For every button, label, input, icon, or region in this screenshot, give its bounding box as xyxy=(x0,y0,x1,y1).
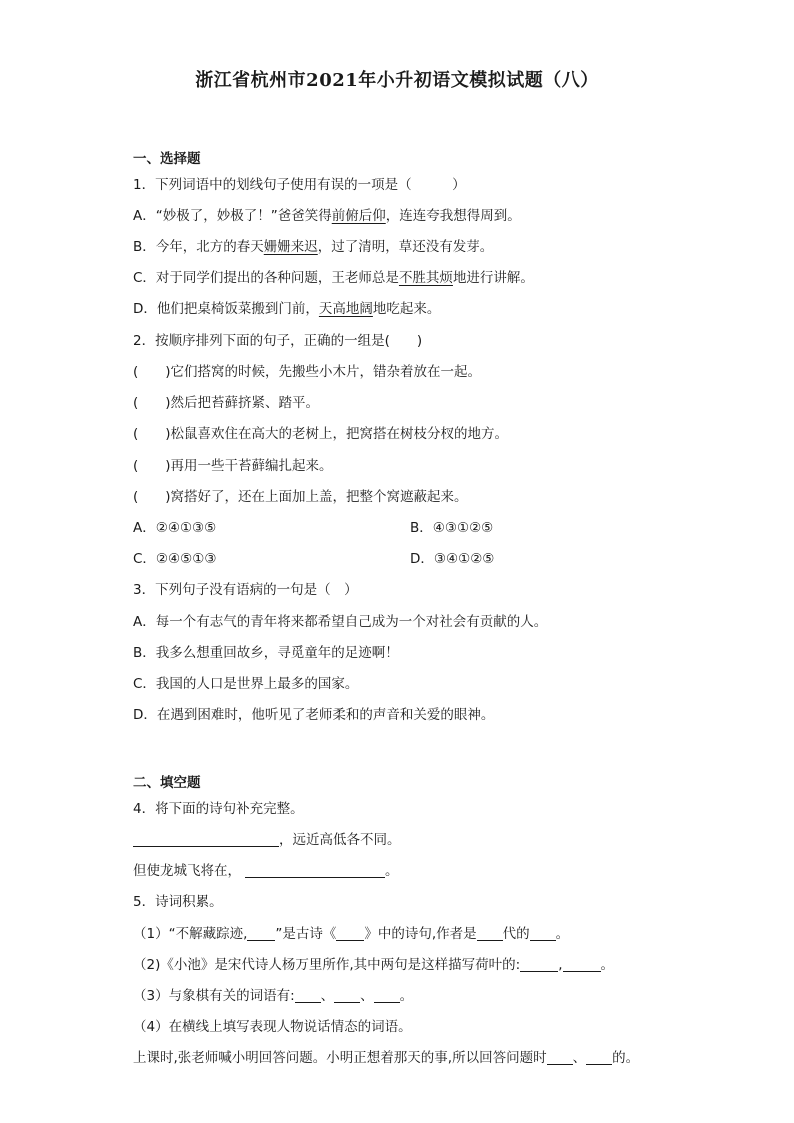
q2-option-c: C．②④⑤①③ xyxy=(133,551,217,567)
q1-a-pre: A．“妙极了，妙极了！”爸爸笑得 xyxy=(133,208,332,224)
q4-l2-pre: 但使龙城飞将在， xyxy=(133,863,241,879)
q4-l2-post: 。 xyxy=(385,863,399,879)
q4-line-2 xyxy=(133,859,399,879)
q5-p3-end: 。 xyxy=(399,988,414,1004)
q5-p3-blank-1[interactable] xyxy=(295,988,321,1003)
q5-p3-sep-2: 、 xyxy=(360,988,374,1004)
q1-option-d xyxy=(133,297,440,317)
q5-p3-a: （3）与象棋有关的词语有: xyxy=(133,988,295,1004)
q1-a-post: ，连连夸我想得周到。 xyxy=(385,208,521,224)
q1-c-pre: C．对于同学们提出的各种问题，王老师总是 xyxy=(133,270,399,286)
q1-option-c xyxy=(133,266,534,286)
q5-part-2 xyxy=(133,953,614,973)
q1-stem: 1．下列词语中的划线句子使用有误的一项是（ ） xyxy=(133,177,466,193)
q2-sentence-1: ( )它们搭窝的时候，先搬些小木片，错杂着放在一起。 xyxy=(133,364,482,380)
q5-part-4: （4）在横线上填写表现人物说话情态的词语。 xyxy=(133,1019,412,1035)
q5-p5-blank-1[interactable] xyxy=(547,1050,573,1065)
q1-d-pre: D．他们把桌椅饭菜搬到门前， xyxy=(133,301,319,317)
q1-b-post: ，过了清明，草还没有发芽。 xyxy=(317,239,494,255)
q1-b-underline: 姗姗来迟 xyxy=(263,239,318,255)
q5-p2-c: 。 xyxy=(600,957,614,973)
q5-p1-d: 代的 xyxy=(502,926,530,942)
q5-part-5 xyxy=(133,1046,639,1066)
q5-part-1 xyxy=(133,922,569,942)
q5-p1-blank-2[interactable] xyxy=(336,926,364,941)
q5-p2-a: （2)《小池》是宋代诗人杨万里所作,其中两句是这样描写荷叶的: xyxy=(133,957,521,973)
q4-blank-1[interactable] xyxy=(133,832,279,847)
q5-p2-blank-2[interactable] xyxy=(563,957,601,972)
q2-option-a: A．②④①③⑤ xyxy=(133,520,217,536)
q5-part-3 xyxy=(133,984,413,1004)
q3-option-b: B．我多么想重回故乡，寻觅童年的足迹啊！ xyxy=(133,645,399,661)
q5-p1-blank-3[interactable] xyxy=(477,926,503,941)
q5-p5-sep: 、 xyxy=(572,1050,587,1066)
q2-stem: 2．按顺序排列下面的句子，正确的一组是( ) xyxy=(133,333,423,349)
q4-line-1 xyxy=(133,828,401,848)
q2-option-b: B．④③①②⑤ xyxy=(410,520,494,536)
q1-b-pre: B．今年，北方的春天 xyxy=(133,239,264,255)
q1-c-underline: 不胜其烦 xyxy=(398,270,453,286)
q5-p2-b: , xyxy=(558,957,563,973)
q5-p5-a: 上课时,张老师喊小明回答问题。小明正想着那天的事,所以回答问题时 xyxy=(133,1050,547,1066)
q1-a-underline: 前俯后仰 xyxy=(331,208,386,224)
q4-stem: 4．将下面的诗句补充完整。 xyxy=(133,801,304,817)
q5-p1-e: 。 xyxy=(555,926,570,942)
q2-sentence-5: ( )窝搭好了，还在上面加上盖，把整个窝遮蔽起来。 xyxy=(133,489,468,505)
q5-p1-b: ”是古诗《 xyxy=(275,926,337,942)
q1-c-post: 地进行讲解。 xyxy=(452,270,534,286)
q5-stem: 5．诗词积累。 xyxy=(133,894,223,910)
q3-stem: 3．下列句子没有语病的一句是（ ） xyxy=(133,582,358,598)
q1-option-b xyxy=(133,235,493,255)
q5-p1-blank-1[interactable] xyxy=(247,926,275,941)
q4-blank-2[interactable] xyxy=(245,863,385,878)
q5-p5-blank-2[interactable] xyxy=(586,1050,612,1065)
q5-p3-blank-2[interactable] xyxy=(334,988,360,1003)
q5-p1-a: （1）“不解藏踪迹, xyxy=(133,926,248,942)
q1-option-a xyxy=(133,204,521,224)
q3-option-a: A．每一个有志气的青年将来都希望自己成为一个对社会有贡献的人。 xyxy=(133,614,548,630)
section-heading-choice: 一、选择题 xyxy=(133,151,201,167)
q3-option-c: C．我国的人口是世界上最多的国家。 xyxy=(133,676,359,692)
page-title: 浙江省杭州市2021年小升初语文模拟试题（八） xyxy=(195,70,599,91)
q2-sentence-2: ( )然后把苔藓挤紧、踏平。 xyxy=(133,395,320,411)
q5-p2-blank-1[interactable] xyxy=(520,957,558,972)
q4-l1-post: ，远近高低各不同。 xyxy=(279,832,401,848)
q5-p1-blank-4[interactable] xyxy=(530,926,556,941)
q2-sentence-4: ( )再用一些干苔藓编扎起来。 xyxy=(133,458,333,474)
q1-d-underline: 天高地阔 xyxy=(318,301,373,317)
q5-p3-sep-1: 、 xyxy=(320,988,335,1004)
q3-option-d: D．在遇到困难时，他听见了老师柔和的声音和关爱的眼神。 xyxy=(133,707,495,723)
q2-sentence-3: ( )松鼠喜欢住在高大的老树上，把窝搭在树枝分杈的地方。 xyxy=(133,426,509,442)
q1-d-post: 地吃起来。 xyxy=(372,301,441,317)
q5-p5-end: 的。 xyxy=(612,1050,640,1066)
q5-p1-c: 》中的诗句,作者是 xyxy=(364,926,477,942)
q5-p3-blank-3[interactable] xyxy=(374,988,400,1003)
q2-option-d: D．③④①②⑤ xyxy=(410,551,495,567)
section-heading-fill: 二、填空题 xyxy=(133,775,201,791)
